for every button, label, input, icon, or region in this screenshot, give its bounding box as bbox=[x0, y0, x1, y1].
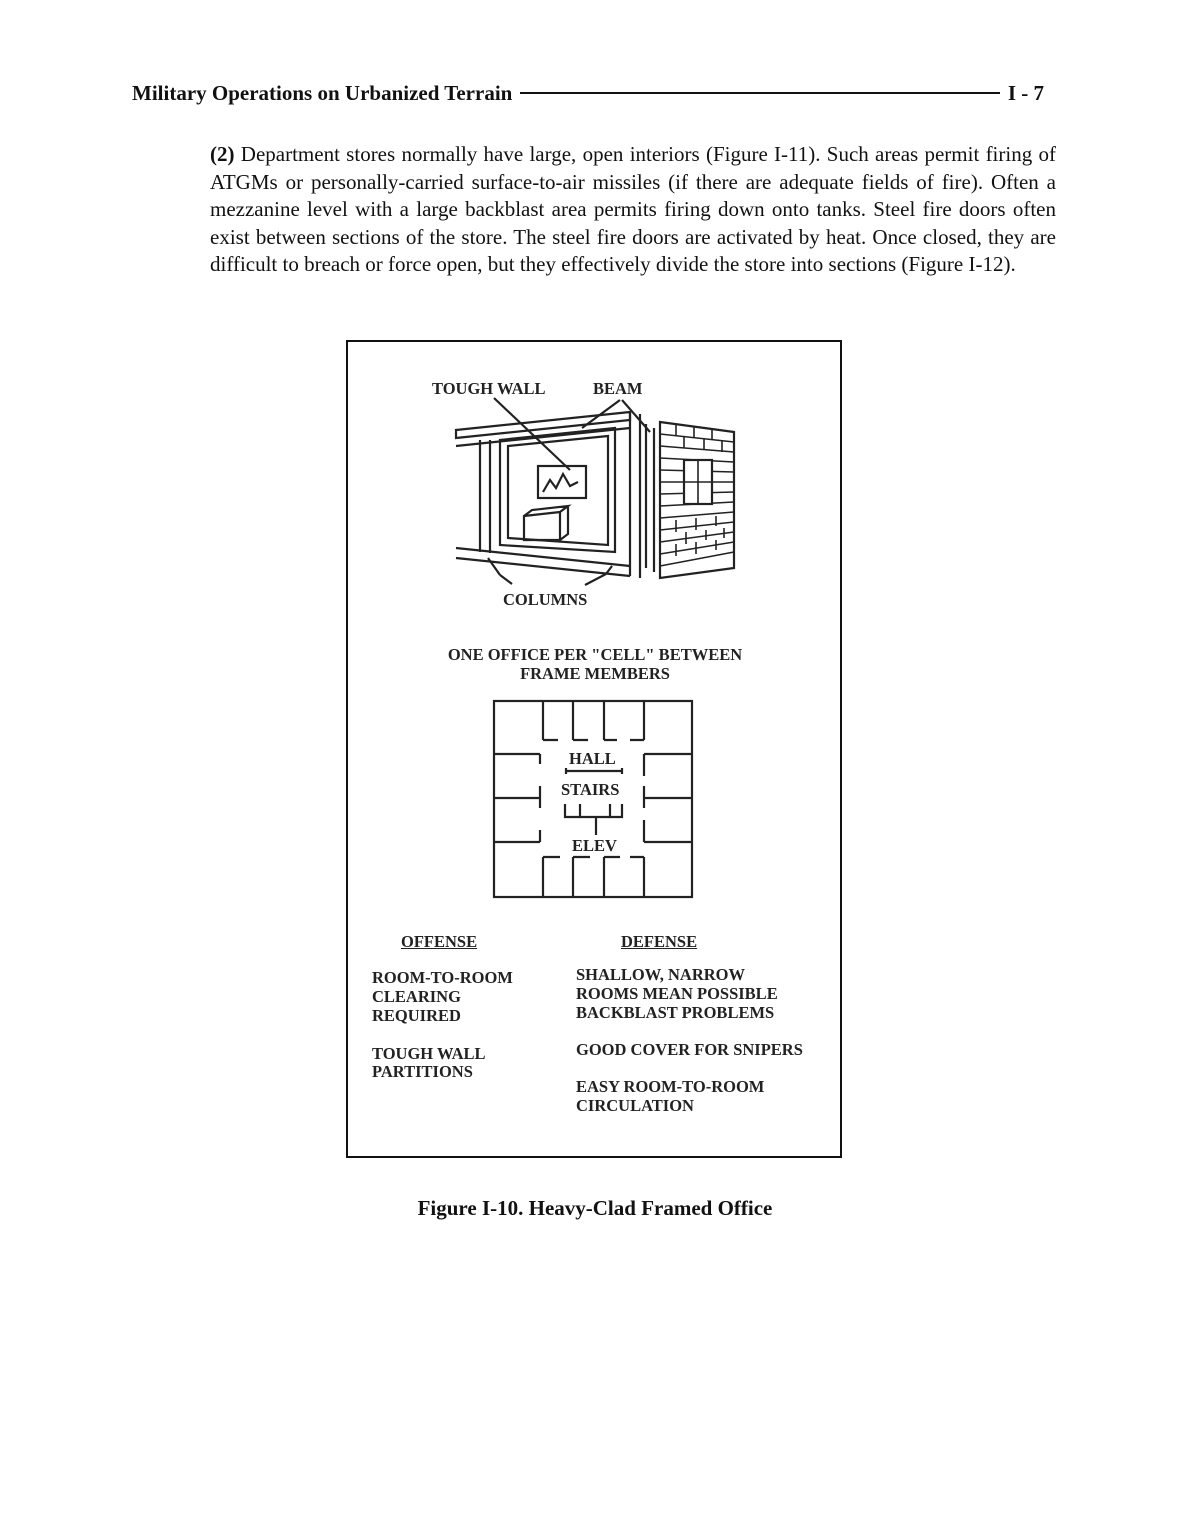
defense-item: BACKBLAST PROBLEMS bbox=[576, 1003, 775, 1022]
page-number: I - 7 bbox=[1007, 80, 1044, 105]
label-beam: BEAM bbox=[593, 379, 643, 398]
label-stairs: STAIRS bbox=[561, 780, 620, 799]
label-elev: ELEV bbox=[572, 836, 617, 855]
brick-wall bbox=[660, 422, 734, 578]
paragraph-number: (2) bbox=[210, 142, 235, 166]
label-hall: HALL bbox=[569, 749, 616, 768]
offense-item: CLEARING bbox=[372, 987, 461, 1006]
header-title: Military Operations on Urbanized Terrain bbox=[132, 80, 513, 105]
framed-building-drawing bbox=[456, 398, 654, 585]
figure-caption: Figure I-10. Heavy-Clad Framed Office bbox=[417, 1196, 773, 1220]
defense-item: ROOMS MEAN POSSIBLE bbox=[576, 984, 778, 1003]
offense-item: REQUIRED bbox=[372, 1006, 461, 1025]
label-office-line2: FRAME MEMBERS bbox=[520, 664, 670, 683]
floor-plan bbox=[494, 701, 692, 897]
offense-item: TOUGH WALL bbox=[372, 1044, 486, 1063]
label-office-line1: ONE OFFICE PER "CELL" BETWEEN bbox=[447, 645, 743, 664]
offense-item: ROOM-TO-ROOM bbox=[372, 968, 513, 987]
defense-item: GOOD COVER FOR SNIPERS bbox=[576, 1040, 803, 1059]
offense-item: PARTITIONS bbox=[372, 1062, 473, 1081]
label-tough-wall: TOUGH WALL bbox=[432, 379, 546, 398]
offense-heading: OFFENSE bbox=[401, 932, 478, 951]
paragraph-text: Department stores normally have large, open interiors (Figure I-11). Such areas permit firing of ATGMs or personally-carried surface-to-air missiles (if there are adequate fields of fire). Often a mezzanine level with a large backblast area permits firing down onto tanks. Steel fire doors often exist between sections of the store. The steel fire doors are activated by heat. Once closed, they are difficult to breach or force open, but they effectively divide the store into sections (Figure I-12). bbox=[210, 142, 1056, 277]
defense-item: CIRCULATION bbox=[576, 1096, 694, 1115]
defense-item: EASY ROOM-TO-ROOM bbox=[576, 1077, 765, 1096]
defense-item: SHALLOW, NARROW bbox=[576, 965, 746, 984]
defense-heading: DEFENSE bbox=[621, 932, 698, 951]
label-columns: COLUMNS bbox=[503, 590, 588, 609]
